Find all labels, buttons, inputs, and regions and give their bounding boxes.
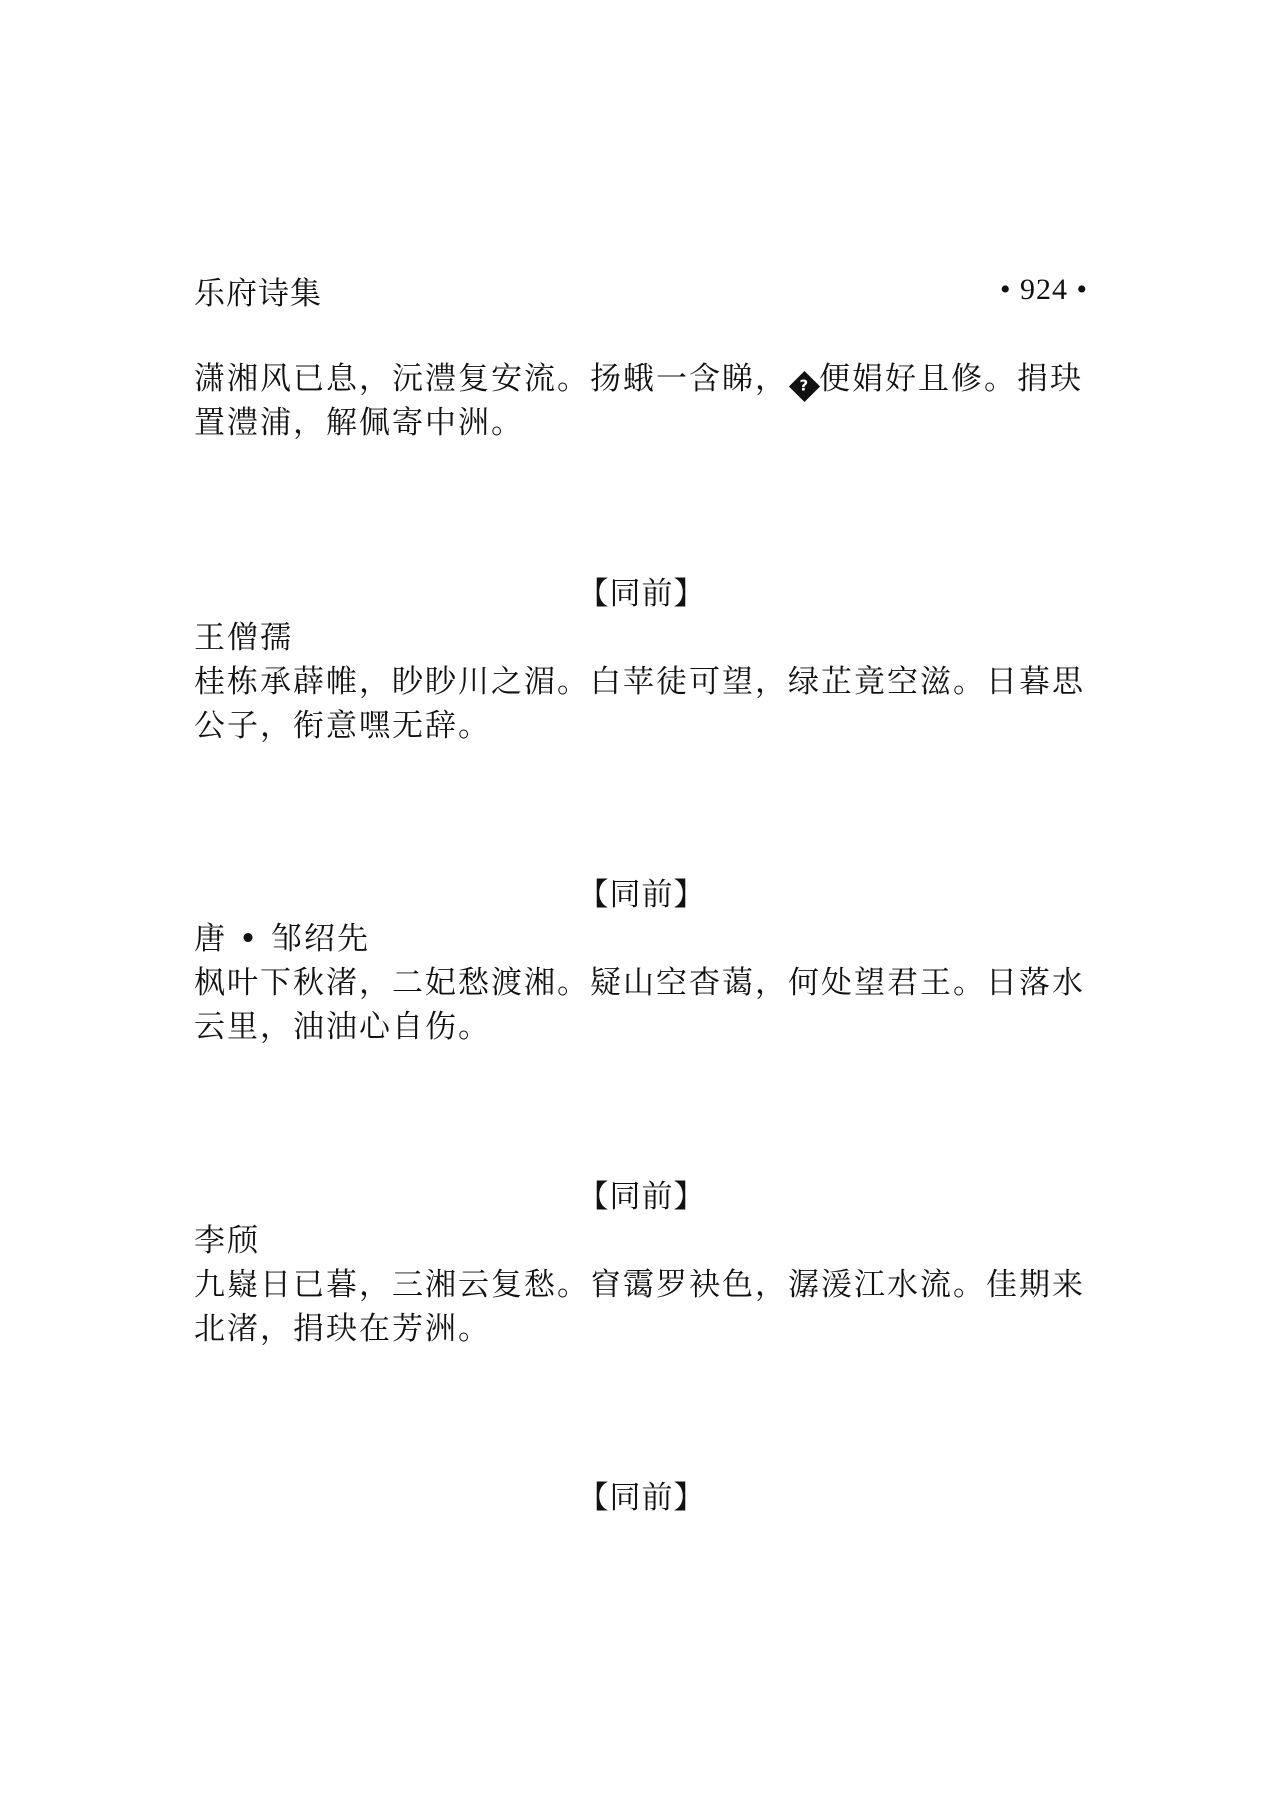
intro-poem-text-start: 潇湘风已息，沅澧复安流。扬蛾一含睇， [194,361,788,397]
intro-poem [194,357,1090,445]
section-title: 【同前】 [577,576,706,612]
replacement-character-icon [789,371,820,402]
section-author: 李颀 [194,1223,260,1259]
section-author: 王僧孺 [194,620,293,656]
section-author: 唐 • 邹绍先 [194,921,370,957]
section-title: 【同前】 [577,1179,706,1215]
section-poem: 枫叶下秋渚，二妃愁渡湘。疑山空杳蔼，何处望君王。日落水云里，油油心自伤。 [194,965,1085,1045]
page-number: • 924 • [999,273,1088,306]
section-poem: 九嶷日已暮，三湘云复愁。窅霭罗袂色，潺湲江水流。佳期来北渚，捐玦在芳洲。 [194,1267,1085,1347]
page-header [194,268,1088,312]
book-title: 乐府诗集 [194,275,322,312]
replacement-character-glyph: ? [799,377,810,395]
intro-poem-text-end: 便娟好且修。捐玦置澧浦，解佩寄中洲。 [194,361,1083,441]
section-title: 【同前】 [577,877,706,913]
section-poem: 桂栋承薜帷，眇眇川之湄。白苹徒可望，绿芷竟空滋。日暮思公子，衔意嘿无辞。 [194,664,1085,744]
section-title: 【同前】 [577,1480,706,1516]
